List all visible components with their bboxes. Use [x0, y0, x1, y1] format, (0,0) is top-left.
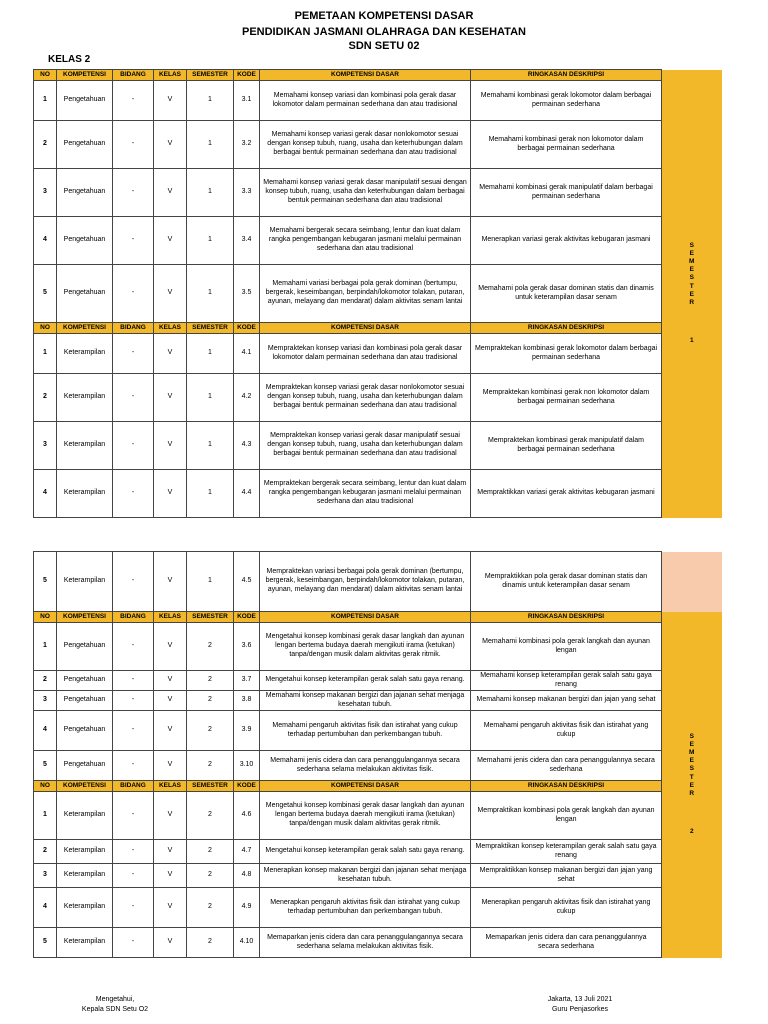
footer-headmaster: Kepala SDN Setu O2	[81, 1006, 149, 1013]
col-semester-header: SEMESTER	[187, 70, 234, 81]
col-ringkasan-cell: Memahami konsep keterampilan gerak salah satu gaya renang	[471, 671, 662, 691]
table-row	[34, 623, 722, 671]
col-kompetensi-dasar-cell: Memahami bergerak secara seimbang, lentur dan kuat dalam rangka pengembangan kebugaran jasmani melalui permainan sederhana dan atau tradisional	[260, 217, 471, 265]
col-kelas-header: KELAS	[154, 323, 187, 334]
col-kode-header: KODE	[234, 781, 260, 792]
col-kompetensi-dasar-cell: Mengetahui konsep keterampilan gerak salah satu gaya renang.	[260, 840, 471, 864]
semester-letter: M	[689, 258, 695, 266]
col-no-header: NO	[34, 70, 57, 81]
col-kelas-cell: V	[154, 623, 187, 671]
table-row	[34, 792, 722, 840]
col-kompetensi-dasar-cell: Mengetahui konsep keterampilan gerak salah satu gaya renang.	[260, 671, 471, 691]
col-ringkasan-header: RINGKASAN DESKRIPSI	[471, 70, 662, 81]
col-no-cell: 5	[34, 928, 57, 958]
col-kompetensi-cell: Keterampilan	[57, 888, 113, 928]
table-header-row	[34, 781, 722, 792]
col-ringkasan-cell: Mempraktikan kombinasi pola gerak langkah dan ayunan lengan	[471, 792, 662, 840]
semester-letter: 2	[689, 827, 694, 835]
col-kode-cell: 3.9	[234, 711, 260, 751]
col-no-cell: 2	[34, 840, 57, 864]
col-ringkasan-cell: Menerapkan variasi gerak aktivitas kebugaran jasmani	[471, 217, 662, 265]
col-ringkasan-cell: Memahami jenis cidera dan cara penanggulannya secara sederhana	[471, 751, 662, 781]
col-kelas-cell: V	[154, 121, 187, 169]
col-kompetensi-cell: Pengetahuan	[57, 691, 113, 711]
col-kompetensi-cell: Pengetahuan	[57, 623, 113, 671]
col-semester-cell: 2	[187, 751, 234, 781]
semester-letter: E	[689, 290, 694, 298]
col-ringkasan-cell: Mempraktikkan variasi gerak aktivitas kebugaran jasmani	[471, 470, 662, 518]
col-kode-header: KODE	[234, 70, 260, 81]
col-semester-cell: 1	[187, 422, 234, 470]
class-label: KELAS 2	[48, 54, 91, 65]
table-row	[34, 81, 722, 121]
semester-letter: 1	[689, 336, 694, 344]
col-ringkasan-cell: Memahami kombinasi gerak lokomotor dalam berbagai permainan sederhana	[471, 81, 662, 121]
col-bidang-cell: -	[113, 217, 154, 265]
col-semester-cell: 2	[187, 671, 234, 691]
col-semester-cell: 1	[187, 334, 234, 374]
col-kode-cell: 3.7	[234, 671, 260, 691]
col-kode-cell: 4.3	[234, 422, 260, 470]
table-row	[34, 121, 722, 169]
table-row	[34, 169, 722, 217]
col-ringkasan-cell: Memaparkan jenis cidera dan cara penanggulannya secara sederhana	[471, 928, 662, 958]
col-kelas-cell: V	[154, 711, 187, 751]
col-kompetensi-cell: Keterampilan	[57, 840, 113, 864]
col-no-header: NO	[34, 612, 57, 623]
col-ringkasan-cell: Menerapkan pengaruh aktivitas fisik dan istirahat yang cukup	[471, 888, 662, 928]
col-ringkasan-cell: Memahami kombinasi gerak manipulatif dalam berbagai permainan sederhana	[471, 169, 662, 217]
col-ringkasan-cell: Mempraktekan kombinasi gerak non lokomotor dalam berbagai permainan sederhana	[471, 374, 662, 422]
footer-right	[525, 996, 635, 1013]
table-header-row	[34, 323, 722, 334]
col-ringkasan-header: RINGKASAN DESKRIPSI	[471, 323, 662, 334]
col-kompetensi-dasar-cell: Memahami konsep variasi dan kombinasi pola gerak dasar lokomotor dalam permainan sederhana dan atau tradisional	[260, 81, 471, 121]
col-no-cell: 1	[34, 623, 57, 671]
col-kode-header: KODE	[234, 323, 260, 334]
semester-letter: E	[689, 757, 694, 765]
col-kompetensi-dasar-cell: Memahami variasi berbagai pola gerak dominan (bertumpu, bergerak, keseimbangan, berpindah/lokomotor tolakan, putaran, ayunan, melayang dan mendarat) dalam aktivitas senam lantai	[260, 265, 471, 323]
col-kelas-cell: V	[154, 374, 187, 422]
col-kompetensi-cell: Keterampilan	[57, 552, 113, 612]
doc-title: PEMETAAN KOMPETENSI DASAR	[294, 10, 474, 22]
col-kelas-cell: V	[154, 334, 187, 374]
col-no-cell: 3	[34, 169, 57, 217]
col-kelas-header: KELAS	[154, 612, 187, 623]
col-kompetensi-dasar-cell: Mempraktekan konsep variasi gerak dasar manipulatif sesuai dengan konsep tubuh, ruang, usaha dan keterhubungan dalam berbagai bentuk permainan sederhana dan atau tradisional	[260, 422, 471, 470]
semester-letter: S	[689, 274, 694, 282]
col-bidang-cell: -	[113, 888, 154, 928]
col-kode-cell: 3.10	[234, 751, 260, 781]
col-ringkasan-cell: Memahami pengaruh aktivitas fisik dan istirahat yang cukup	[471, 711, 662, 751]
col-semester-cell: 2	[187, 711, 234, 751]
col-kompetensi-dasar-header: KOMPETENSI DASAR	[260, 70, 471, 81]
table-row	[34, 265, 722, 323]
semester2-table	[33, 551, 722, 958]
col-semester-cell: 1	[187, 374, 234, 422]
col-kelas-cell: V	[154, 792, 187, 840]
col-kompetensi-cell: Keterampilan	[57, 792, 113, 840]
col-kode-cell: 4.10	[234, 928, 260, 958]
col-semester-cell: 2	[187, 928, 234, 958]
col-kompetensi-dasar-cell: Memahami jenis cidera dan cara penanggulangannya secara sederhana selama melakukan aktivitas fisik.	[260, 751, 471, 781]
col-kompetensi-header: KOMPETENSI	[57, 323, 113, 334]
table-header-row	[34, 612, 722, 623]
col-ringkasan-cell: Memahami kombinasi gerak non lokomotor dalam berbagai permainan sederhana	[471, 121, 662, 169]
col-bidang-cell: -	[113, 422, 154, 470]
semester1-table	[33, 69, 722, 518]
col-kelas-cell: V	[154, 422, 187, 470]
col-bidang-cell: -	[113, 691, 154, 711]
col-ringkasan-header: RINGKASAN DESKRIPSI	[471, 612, 662, 623]
col-no-cell: 5	[34, 751, 57, 781]
col-semester-cell: 1	[187, 470, 234, 518]
col-kode-cell: 4.2	[234, 374, 260, 422]
col-kelas-cell: V	[154, 169, 187, 217]
col-kode-cell: 3.4	[234, 217, 260, 265]
semester-letter: E	[689, 250, 694, 258]
col-bidang-cell: -	[113, 840, 154, 864]
col-kompetensi-cell: Keterampilan	[57, 334, 113, 374]
col-kompetensi-dasar-cell: Memahami konsep variasi gerak dasar nonlokomotor sesuai dengan konsep tubuh, ruang, usaha dan keterhubungan dalam berbagai bentuk permainan sederhana dan atau tradisional	[260, 121, 471, 169]
col-bidang-cell: -	[113, 623, 154, 671]
table-header-row	[34, 70, 722, 81]
col-kode-cell: 4.8	[234, 864, 260, 888]
semester-1-label	[662, 70, 722, 518]
col-semester-header: SEMESTER	[187, 781, 234, 792]
col-kompetensi-cell: Pengetahuan	[57, 711, 113, 751]
col-kompetensi-cell: Keterampilan	[57, 470, 113, 518]
col-bidang-cell: -	[113, 792, 154, 840]
col-kompetensi-cell: Keterampilan	[57, 928, 113, 958]
semester-letter: T	[689, 773, 694, 781]
col-kompetensi-header: KOMPETENSI	[57, 612, 113, 623]
col-kode-cell: 3.5	[234, 265, 260, 323]
col-no-header: NO	[34, 323, 57, 334]
col-kompetensi-dasar-cell: Mengetahui konsep kombinasi gerak dasar langkah dan ayunan lengan bertema budaya daerah mengikuti irama (ketukan) tanpa/dengan musik dalam aktivitas gerak ritmik.	[260, 792, 471, 840]
table-row	[34, 422, 722, 470]
col-no-cell: 4	[34, 711, 57, 751]
col-bidang-cell: -	[113, 81, 154, 121]
col-kompetensi-cell: Keterampilan	[57, 422, 113, 470]
col-no-cell: 3	[34, 422, 57, 470]
semester-letter	[662, 307, 722, 337]
col-semester-header: SEMESTER	[187, 612, 234, 623]
col-kode-cell: 4.7	[234, 840, 260, 864]
semester-letter: E	[689, 741, 694, 749]
col-kode-cell: 3.1	[234, 81, 260, 121]
table-row	[34, 751, 722, 781]
footer-teacher: Guru Penjasorkes	[551, 1006, 609, 1013]
col-no-header: NO	[34, 781, 57, 792]
col-kode-cell: 4.4	[234, 470, 260, 518]
col-no-cell: 2	[34, 374, 57, 422]
semester-letter: M	[689, 749, 695, 757]
table-row	[34, 217, 722, 265]
col-no-cell: 1	[34, 334, 57, 374]
col-semester-cell: 2	[187, 888, 234, 928]
col-kompetensi-dasar-cell: Menerapkan konsep makanan bergizi dan jajanan sehat menjaga kesehatan tubuh.	[260, 864, 471, 888]
semester-letter: E	[689, 266, 694, 274]
col-bidang-cell: -	[113, 552, 154, 612]
col-kode-cell: 3.2	[234, 121, 260, 169]
col-kelas-cell: V	[154, 751, 187, 781]
col-kompetensi-dasar-header: KOMPETENSI DASAR	[260, 612, 471, 623]
col-bidang-header: BIDANG	[113, 323, 154, 334]
col-bidang-cell: -	[113, 265, 154, 323]
table-row	[34, 840, 722, 864]
col-bidang-cell: -	[113, 928, 154, 958]
col-no-cell: 4	[34, 888, 57, 928]
col-bidang-cell: -	[113, 121, 154, 169]
col-bidang-header: BIDANG	[113, 70, 154, 81]
col-ringkasan-cell: Mempraktikkan konsep makanan bergizi dan jajan yang sehat	[471, 864, 662, 888]
col-kelas-cell: V	[154, 840, 187, 864]
col-no-cell: 2	[34, 121, 57, 169]
col-semester-cell: 2	[187, 792, 234, 840]
col-kode-cell: 4.5	[234, 552, 260, 612]
col-kompetensi-dasar-cell: Memahami konsep makanan bergizi dan jajanan sehat menjaga kesehatan tubuh.	[260, 691, 471, 711]
table-row	[34, 552, 722, 612]
col-ringkasan-cell: Mempraktekan kombinasi gerak manipulatif dalam berbagai permainan sederhana	[471, 422, 662, 470]
semester-letter: S	[689, 765, 694, 773]
col-semester-header: SEMESTER	[187, 323, 234, 334]
col-kompetensi-cell: Pengetahuan	[57, 81, 113, 121]
table-row	[34, 374, 722, 422]
semester-letter: E	[689, 781, 694, 789]
semester-letter: S	[689, 241, 694, 249]
col-ringkasan-cell: Memahami kombinasi pola gerak langkah dan ayunan lengan	[471, 623, 662, 671]
col-kompetensi-dasar-header: KOMPETENSI DASAR	[260, 781, 471, 792]
col-kompetensi-cell: Pengetahuan	[57, 217, 113, 265]
col-kompetensi-dasar-header: KOMPETENSI DASAR	[260, 323, 471, 334]
col-ringkasan-cell: Mempraktikan konsep keterampilan gerak salah satu gaya renang	[471, 840, 662, 864]
col-bidang-cell: -	[113, 671, 154, 691]
col-ringkasan-cell: Memahami konsep makanan bergizi dan jajan yang sehat	[471, 691, 662, 711]
col-kelas-header: KELAS	[154, 781, 187, 792]
semester-letter: S	[689, 732, 694, 740]
col-semester-cell: 1	[187, 217, 234, 265]
col-kode-cell: 3.3	[234, 169, 260, 217]
col-bidang-cell: -	[113, 864, 154, 888]
semester-1-continuation	[662, 552, 722, 612]
table-row	[34, 671, 722, 691]
col-kelas-cell: V	[154, 691, 187, 711]
semester-letter	[662, 798, 722, 828]
col-kompetensi-dasar-cell: Mempraktekan variasi berbagai pola gerak dominan (bertumpu, bergerak, keseimbangan, berpindah/lokomotor tolakan, putaran, ayunan, melayang dan mendarat) dalam aktivitas senam lantai	[260, 552, 471, 612]
table-row	[34, 888, 722, 928]
col-no-cell: 5	[34, 552, 57, 612]
col-kompetensi-cell: Pengetahuan	[57, 671, 113, 691]
semester-2-label	[662, 612, 722, 958]
col-kelas-cell: V	[154, 928, 187, 958]
col-semester-cell: 2	[187, 864, 234, 888]
school-name: SDN SETU 02	[348, 40, 420, 52]
col-bidang-cell: -	[113, 751, 154, 781]
footer-date: Jakarta, 13 Juli 2021	[547, 996, 613, 1003]
col-kelas-cell: V	[154, 671, 187, 691]
table-row	[34, 864, 722, 888]
col-bidang-cell: -	[113, 169, 154, 217]
col-kompetensi-cell: Keterampilan	[57, 374, 113, 422]
col-no-cell: 5	[34, 265, 57, 323]
col-kompetensi-dasar-cell: Memahami konsep variasi gerak dasar manipulatif sesuai dengan konsep tubuh, ruang, usaha dan keterhubungan dalam berbagai bentuk permainan sederhana dan atau tradisional	[260, 169, 471, 217]
col-kelas-cell: V	[154, 265, 187, 323]
col-bidang-cell: -	[113, 711, 154, 751]
doc-subtitle: PENDIDIKAN JASMANI OLAHRAGA DAN KESEHATAN	[242, 26, 526, 38]
table-row	[34, 711, 722, 751]
col-semester-cell: 1	[187, 121, 234, 169]
col-bidang-header: BIDANG	[113, 781, 154, 792]
col-kompetensi-dasar-cell: Menerapkan pengaruh aktivitas fisik dan istirahat yang cukup terhadap pertumbuhan dan perkembangan tubuh.	[260, 888, 471, 928]
col-kompetensi-cell: Pengetahuan	[57, 169, 113, 217]
col-no-cell: 3	[34, 864, 57, 888]
col-kompetensi-dasar-cell: Mengetahui konsep kombinasi gerak dasar langkah dan ayunan lengan bertema budaya daerah mengikuti irama (ketukan) tanpa/dengan musik dalam aktivitas gerak ritmik.	[260, 623, 471, 671]
col-kompetensi-cell: Keterampilan	[57, 864, 113, 888]
semester-letter: R	[689, 298, 695, 306]
col-kode-cell: 4.6	[234, 792, 260, 840]
col-bidang-cell: -	[113, 470, 154, 518]
col-kode-cell: 3.8	[234, 691, 260, 711]
col-no-cell: 2	[34, 671, 57, 691]
col-kelas-cell: V	[154, 470, 187, 518]
col-kompetensi-header: KOMPETENSI	[57, 781, 113, 792]
table-row	[34, 928, 722, 958]
table-row	[34, 691, 722, 711]
col-semester-cell: 2	[187, 840, 234, 864]
col-kompetensi-dasar-cell: Memahami pengaruh aktivitas fisik dan istirahat yang cukup terhadap pertumbuhan dan perkembangan tubuh.	[260, 711, 471, 751]
col-kelas-cell: V	[154, 81, 187, 121]
col-kelas-cell: V	[154, 864, 187, 888]
col-no-cell: 1	[34, 792, 57, 840]
col-no-cell: 1	[34, 81, 57, 121]
col-ringkasan-header: RINGKASAN DESKRIPSI	[471, 781, 662, 792]
col-kode-cell: 4.1	[234, 334, 260, 374]
col-bidang-header: BIDANG	[113, 612, 154, 623]
semester-letter: T	[689, 282, 694, 290]
col-semester-cell: 2	[187, 623, 234, 671]
col-ringkasan-cell: Mempraktekan kombinasi gerak lokomotor dalam berbagai permainan sederhana	[471, 334, 662, 374]
table-row	[34, 334, 722, 374]
col-no-cell: 3	[34, 691, 57, 711]
col-kompetensi-cell: Pengetahuan	[57, 265, 113, 323]
col-bidang-cell: -	[113, 334, 154, 374]
col-ringkasan-cell: Memahami pola gerak dasar dominan statis dan dinamis untuk keterampilan dasar senam	[471, 265, 662, 323]
col-kode-cell: 4.9	[234, 888, 260, 928]
footer-left	[70, 996, 160, 1013]
col-semester-cell: 1	[187, 81, 234, 121]
col-semester-cell: 1	[187, 552, 234, 612]
col-kode-cell: 3.6	[234, 623, 260, 671]
col-kompetensi-dasar-cell: Mempraktekan bergerak secara seimbang, lentur dan kuat dalam rangka pengembangan kebugaran jasmani melalui permainan sederhana dan atau tradisional	[260, 470, 471, 518]
col-semester-cell: 2	[187, 691, 234, 711]
col-bidang-cell: -	[113, 374, 154, 422]
col-kompetensi-dasar-cell: Mempraktekan konsep variasi gerak dasar nonlokomotor sesuai dengan konsep tubuh, ruang, usaha dan keterhubungan dalam berbagai bentuk permainan sederhana dan atau tradisional	[260, 374, 471, 422]
col-kode-header: KODE	[234, 612, 260, 623]
col-kelas-cell: V	[154, 888, 187, 928]
col-kompetensi-header: KOMPETENSI	[57, 70, 113, 81]
col-kelas-cell: V	[154, 552, 187, 612]
col-no-cell: 4	[34, 470, 57, 518]
footer-acknowledged: Mengetahui,	[95, 996, 135, 1003]
col-no-cell: 4	[34, 217, 57, 265]
semester-letter: R	[689, 789, 695, 797]
col-kelas-cell: V	[154, 217, 187, 265]
col-ringkasan-cell: Mempraktikkan pola gerak dasar dominan statis dan dinamis untuk keterampilan dasar senam	[471, 552, 662, 612]
table-row	[34, 470, 722, 518]
col-semester-cell: 1	[187, 169, 234, 217]
col-kompetensi-cell: Pengetahuan	[57, 751, 113, 781]
col-semester-cell: 1	[187, 265, 234, 323]
col-kompetensi-dasar-cell: Memaparkan jenis cidera dan cara penanggulangannya secara sederhana selama melakukan aktivitas fisik.	[260, 928, 471, 958]
col-kompetensi-cell: Pengetahuan	[57, 121, 113, 169]
col-kompetensi-dasar-cell: Mempraktekan konsep variasi dan kombinasi pola gerak dasar lokomotor dalam permainan sederhana dan atau tradisional	[260, 334, 471, 374]
col-kelas-header: KELAS	[154, 70, 187, 81]
